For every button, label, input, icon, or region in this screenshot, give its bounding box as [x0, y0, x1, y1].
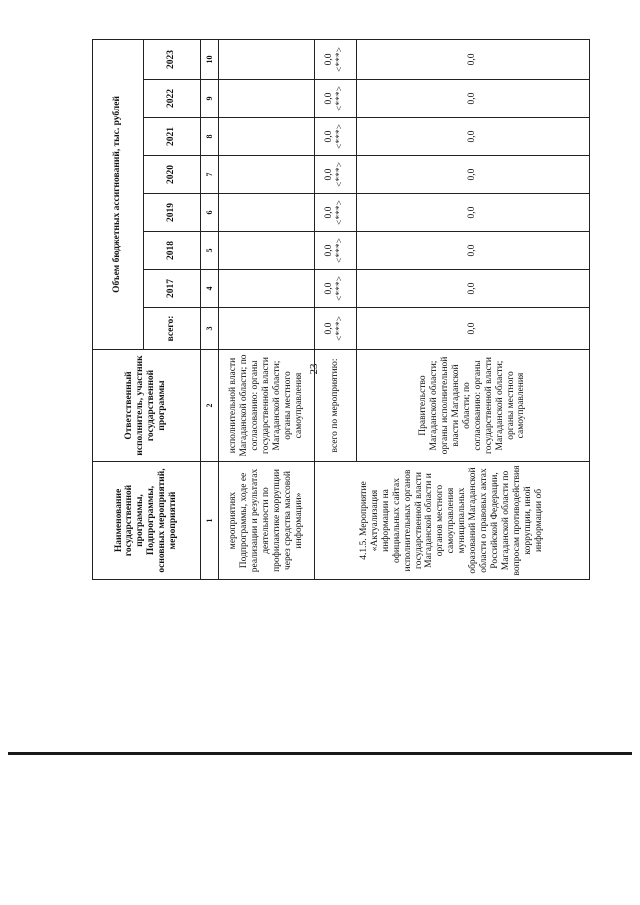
header-executor: Ответственный исполнитель, участник государственной программы — [93, 350, 201, 462]
header-year: 2020 — [143, 156, 200, 194]
column-number: 1 — [200, 462, 218, 580]
budget-table — [92, 39, 590, 580]
column-number: 7 — [200, 156, 218, 194]
event-name-continued: мероприятиях Подпрограммы, ходе ее реализации и результатах деятельности по профилактике коррупции через средства массовой информации» — [218, 462, 314, 580]
table-row — [314, 39, 356, 579]
header-name: Наименование государственной программы, Подпрограммы, основных мероприятий, мероприятий — [93, 462, 201, 580]
header-budget: Объем бюджетных ассигнований, тыс. рублей — [93, 39, 144, 349]
column-number: 6 — [200, 194, 218, 232]
total-value: 0,0 <***> — [314, 39, 356, 79]
column-number: 5 — [200, 232, 218, 270]
column-number: 10 — [200, 39, 218, 79]
value-cell — [218, 118, 314, 156]
executor-value: 0,0 — [356, 39, 589, 79]
value-cell — [218, 80, 314, 118]
total-value: 0,0 <***> — [314, 308, 356, 350]
executor-value: 0,0 — [356, 156, 589, 194]
column-number: 2 — [200, 350, 218, 462]
header-total: всего: — [143, 308, 200, 350]
total-value: 0,0 <***> — [314, 156, 356, 194]
value-cell — [218, 232, 314, 270]
bottom-divider — [8, 752, 632, 755]
header-year: 2022 — [143, 80, 200, 118]
total-value: 0,0 <***> — [314, 232, 356, 270]
executor-value: 0,0 — [356, 194, 589, 232]
executor-value: 0,0 — [356, 118, 589, 156]
column-number: 8 — [200, 118, 218, 156]
total-value: 0,0 <***> — [314, 270, 356, 308]
rotated-table-wrapper — [92, 40, 590, 580]
header-year: 2023 — [143, 39, 200, 79]
total-value: 0,0 <***> — [314, 194, 356, 232]
column-number: 3 — [200, 308, 218, 350]
value-cell — [218, 39, 314, 79]
total-value: 0,0 <***> — [314, 80, 356, 118]
column-number: 4 — [200, 270, 218, 308]
header-year: 2019 — [143, 194, 200, 232]
executor-cell: Правительство Магаданской области; органы исполнительной власти Магаданской области; по согласованию: органы государственной власти Магаданской области; органы местного самоуправления — [356, 350, 589, 462]
header-year: 2017 — [143, 270, 200, 308]
event-name: 4.1.5. Мероприятие «Актуализация информации на официальных сайтах исполнительных органов государственной власти Магаданской области и органов местного самоуправления муниципальных образований Магаданской области о правовых актах Российской Федерации, Магаданской области по вопросам противодействия коррупции, иной информации об — [314, 462, 589, 580]
header-year: 2021 — [143, 118, 200, 156]
value-cell — [218, 308, 314, 350]
header-year: 2018 — [143, 232, 200, 270]
table-row — [218, 39, 314, 579]
value-cell — [218, 270, 314, 308]
column-number: 9 — [200, 80, 218, 118]
total-label: всего по мероприятию: — [314, 350, 356, 462]
value-cell — [218, 194, 314, 232]
executor-value: 0,0 — [356, 308, 589, 350]
executor-value: 0,0 — [356, 80, 589, 118]
executor-cell: исполнительной власти Магаданской области; по согласованию: органы государственной власти Магаданской области; органы местного самоуправления — [218, 350, 314, 462]
page-number: 23 — [308, 363, 320, 375]
total-value: 0,0 <***> — [314, 118, 356, 156]
executor-value: 0,0 — [356, 232, 589, 270]
value-cell — [218, 156, 314, 194]
executor-value: 0,0 — [356, 270, 589, 308]
